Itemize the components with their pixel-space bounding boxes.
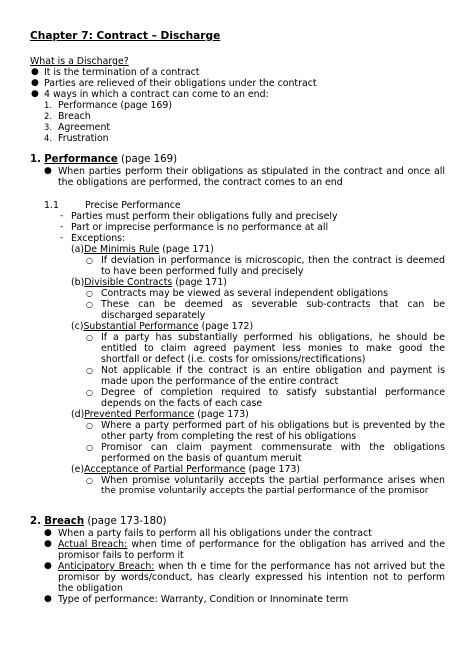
paragraph-line: discharged separately xyxy=(101,310,206,321)
list-number: 1. xyxy=(44,100,52,110)
exception-page: (page 173) xyxy=(194,409,249,420)
exception-marker: (d) xyxy=(71,409,85,420)
paragraph-line: Type of performance: Warranty, Condition or Innominate term xyxy=(58,594,349,605)
exception-heading xyxy=(71,244,214,255)
paragraph-line: the obligation xyxy=(58,583,123,594)
list-item: Frustration xyxy=(58,133,109,144)
term-text: when th e time for the performance has not arrived but the xyxy=(154,561,445,572)
exception-heading xyxy=(71,409,249,420)
circle-bullet-icon: ○ xyxy=(86,289,93,298)
section-label: Breach xyxy=(44,516,85,527)
section-heading-performance xyxy=(30,154,177,166)
paragraph-line: promisor fails to perform it xyxy=(58,550,184,561)
paragraph-line xyxy=(58,539,445,550)
term-label: Actual Breach: xyxy=(58,539,128,550)
exception-heading xyxy=(71,321,253,332)
term-label: Anticipatory Breach: xyxy=(58,561,155,572)
circle-bullet-icon: ○ xyxy=(86,388,93,397)
paragraph-line: Promisor can claim payment commensurate with the obligations xyxy=(101,442,445,453)
dash-icon: - xyxy=(60,222,64,232)
exception-heading xyxy=(71,464,300,475)
section-label: Performance xyxy=(44,154,118,165)
paragraph-line: made upon the performance of the entire contract xyxy=(101,376,339,387)
dash-item: Part or imprecise performance is no performance at all xyxy=(71,222,329,233)
dash-icon: - xyxy=(60,211,64,221)
section-heading-breach xyxy=(30,516,167,528)
circle-bullet-icon: ○ xyxy=(86,476,93,485)
circle-bullet-icon: ○ xyxy=(86,333,93,342)
section-page: (page 169) xyxy=(117,154,178,165)
subsection-number: 1.1 xyxy=(44,200,59,211)
paragraph-line: promisor by words/conduct, has clearly expressed his intention not to perform xyxy=(58,572,445,583)
paragraph-line xyxy=(58,561,445,572)
paragraph-line: shortfall or defect (i.e. costs for omissions/rectifications) xyxy=(101,354,366,365)
list-number: 4. xyxy=(44,133,52,143)
paragraph-line: These can be deemed as severable sub-contracts that can be xyxy=(101,299,445,310)
dash-item: Exceptions: xyxy=(71,233,126,244)
exception-page: (page 173) xyxy=(245,464,301,475)
exception-label: Divisible Contracts xyxy=(84,277,173,288)
bullet-icon: ● xyxy=(44,539,52,549)
dash-item: Parties must perform their obligations fully and precisely xyxy=(71,211,338,222)
circle-bullet-icon: ○ xyxy=(86,300,93,309)
chapter-title: Chapter 7: Contract – Discharge xyxy=(30,30,221,42)
circle-bullet-icon: ○ xyxy=(86,443,93,452)
paragraph-line: the promise voluntarily accepts the partial performance of the promisor xyxy=(101,486,429,496)
term-text: when time of performance for the obligation has arrived and the xyxy=(127,539,446,550)
exception-label: Substantial Performance xyxy=(83,321,199,332)
list-number: 3. xyxy=(44,122,52,132)
paragraph-line: Where a party performed part of his obligations but is prevented by the xyxy=(101,420,445,431)
exception-heading xyxy=(71,277,227,288)
circle-bullet-icon: ○ xyxy=(86,256,93,265)
bullet-icon: ● xyxy=(31,89,39,99)
exception-page: (page 171) xyxy=(172,277,227,288)
intro-bullet: Parties are relieved of their obligations under the contract xyxy=(44,78,317,89)
list-item: Performance (page 169) xyxy=(58,100,172,111)
exception-marker: (e) xyxy=(71,464,85,475)
exception-marker: (a) xyxy=(71,244,85,255)
bullet-icon: ● xyxy=(44,528,52,538)
list-number: 2. xyxy=(44,111,52,121)
paragraph-line: If deviation in performance is microscopic, then the contract is deemed xyxy=(101,255,445,266)
paragraph-line: to have been performed fully and precisely xyxy=(101,266,304,277)
dash-icon: - xyxy=(60,233,64,243)
exception-label: Acceptance of Partial Performance xyxy=(84,464,246,475)
exception-marker: (b) xyxy=(71,277,85,288)
paragraph-line: If a party has substantially performed his obligations, he should be xyxy=(101,332,445,343)
paragraph-line: depends on the facts of each case xyxy=(101,398,263,409)
paragraph-line: When a party fails to perform all his obligations under the contract xyxy=(58,528,372,539)
list-item: Agreement xyxy=(58,122,111,133)
bullet-icon: ● xyxy=(44,166,52,176)
exception-page: (page 171) xyxy=(159,244,214,255)
paragraph-line: other party from completing the rest of his obligations xyxy=(101,431,357,442)
section-number: 1. xyxy=(30,154,41,165)
intro-bullet: It is the termination of a contract xyxy=(44,67,200,78)
bullet-icon: ● xyxy=(44,561,52,571)
exception-page: (page 172) xyxy=(198,321,254,332)
exception-label: De Minimis Rule xyxy=(84,244,160,255)
intro-bullet: 4 ways in which a contract can come to an end: xyxy=(44,89,269,100)
intro-heading: What is a Discharge? xyxy=(30,56,129,67)
paragraph-line: Degree of completion required to satisfy substantial performance xyxy=(101,387,445,398)
paragraph-line: Not applicable if the contract is an entire obligation and payment is xyxy=(101,365,445,376)
bullet-icon: ● xyxy=(31,78,39,88)
exception-marker: (c) xyxy=(71,321,84,332)
bullet-icon: ● xyxy=(44,594,52,604)
bullet-icon: ● xyxy=(31,67,39,77)
subsection-title: Precise Performance xyxy=(85,200,181,211)
paragraph-line: entitled to claim agreed payment less monies to make good the xyxy=(101,343,445,354)
paragraph-line: performed on the basis of quantum meruit xyxy=(101,453,302,464)
paragraph-line: When promise voluntarily accepts the partial performance arises when xyxy=(101,475,445,486)
paragraph-line: When parties perform their obligations as stipulated in the contract and once all xyxy=(58,166,445,177)
circle-bullet-icon: ○ xyxy=(86,421,93,430)
exception-label: Prevented Performance xyxy=(84,409,195,420)
paragraph-line: the obligations are performed, the contract comes to an end xyxy=(58,177,343,188)
section-number: 2. xyxy=(30,516,41,527)
list-item: Breach xyxy=(58,111,91,122)
circle-bullet-icon: ○ xyxy=(86,366,93,375)
paragraph-line: Contracts may be viewed as several independent obligations xyxy=(101,288,389,299)
section-page: (page 173-180) xyxy=(84,516,167,527)
